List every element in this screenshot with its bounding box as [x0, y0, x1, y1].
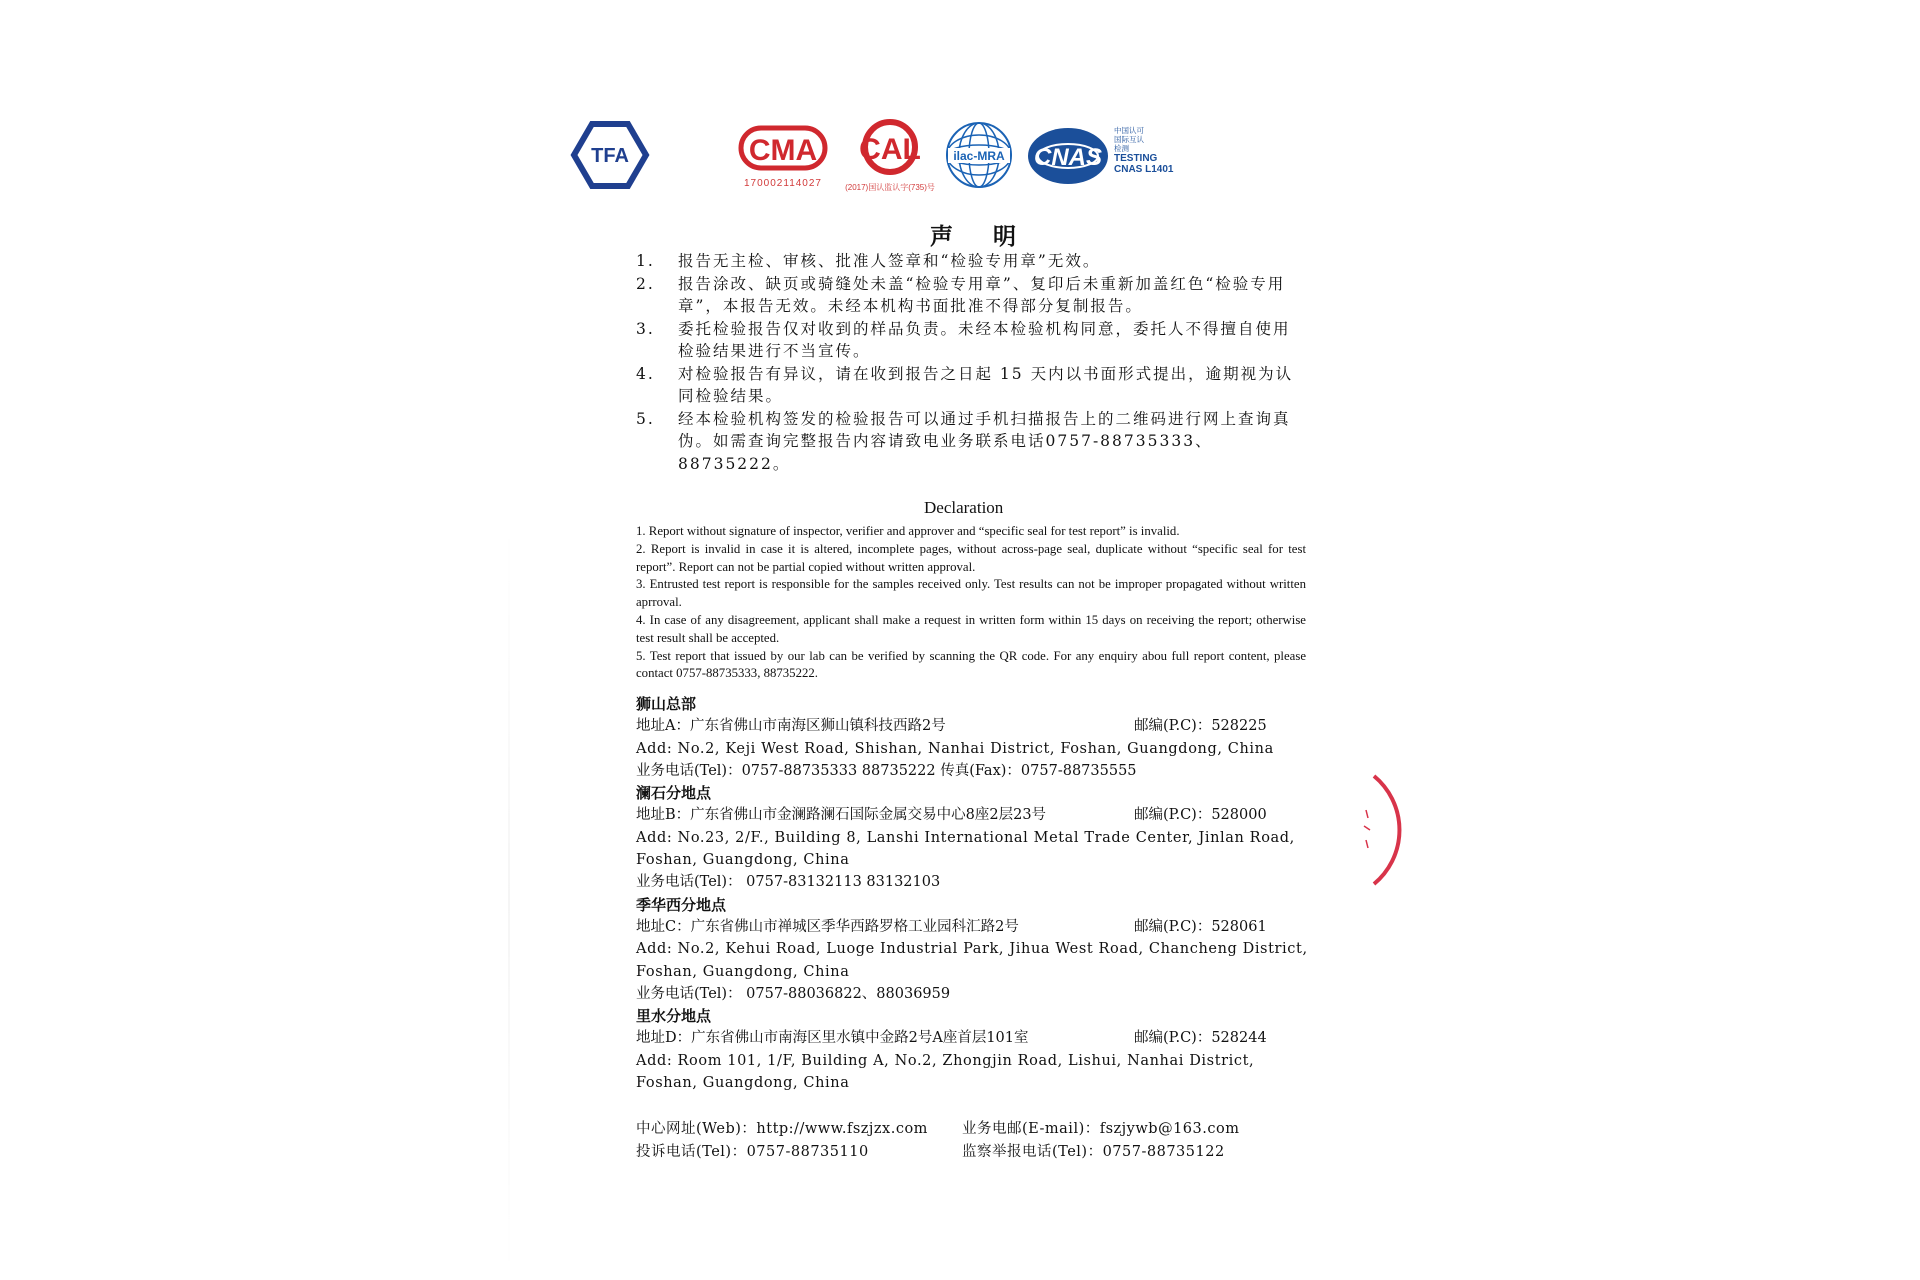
red-seal-fragment: [1352, 770, 1412, 890]
address-en: Add: Room 101, 1/F, Building A, No.2, Zhongjin Road, Lishui, Nanhai District, Foshan, Guangdong, China: [636, 1052, 1255, 1092]
cnas-caption: [1114, 126, 1194, 196]
cnas-cn-line3: 检测: [1114, 144, 1129, 153]
page-fold-shadow: [508, 520, 510, 1280]
address-cn: 地址D：广东省佛山市南海区里水镇中金路2号A座首层101室: [636, 1030, 1029, 1047]
address-en: Add: No.2, Keji West Road, Shishan, Nanhai District, Foshan, Guangdong, China: [636, 740, 1274, 757]
tfa-logo: [570, 120, 650, 190]
cnas-cn-line1: 中国认可: [1114, 126, 1144, 135]
en-declaration-item: 4. In case of any disagreement, applicant shall make a request in written form within 15 days on receiving the report; otherwise test result shall be accepted.: [636, 612, 1306, 645]
email: 业务电邮(E-mail)：fszjywb@163.com: [962, 1121, 1240, 1137]
cn-item-text: 报告涂改、缺页或骑缝处未盖“检验专用章”、复印后未重新加盖红色“检验专用章”，本报告无效。未经本机构书面批准不得部分复制报告。: [678, 274, 1286, 315]
cnas-logo: [1026, 126, 1110, 186]
cnas-code: CNAS L1401: [1114, 164, 1174, 175]
cma-logo: [738, 122, 828, 202]
postcode: 邮编(P.C)：528061: [1134, 918, 1267, 935]
cn-declaration-item: [636, 250, 1296, 273]
web-url: 中心网址(Web)：http://www.fszjzx.com: [636, 1121, 928, 1137]
address-cn-row: [636, 916, 1316, 938]
postcode: 邮编(P.C)：528225: [1134, 718, 1267, 735]
address-cn-row: [636, 804, 1316, 826]
cn-declaration-item: [636, 273, 1296, 318]
location-block-c: [636, 894, 1316, 1005]
cma-logo-text: CMA: [748, 134, 818, 167]
address-cn: 地址A：广东省佛山市南海区狮山镇科技西路2号: [636, 718, 946, 735]
tel: 业务电话(Tel)： 0757-83132113 83132103: [636, 874, 941, 891]
cn-declaration-item: [636, 318, 1296, 363]
address-en: Add: No.2, Kehui Road, Luoge Industrial Park, Jihua West Road, Chancheng District, Foshan, Guangdong, China: [636, 941, 1308, 980]
cn-item-text: 委托检验报告仅对收到的样品负责。未经本检验机构同意，委托人不得擅自使用检验结果进行不当宣传。: [678, 319, 1291, 360]
location-name: 狮山总部: [636, 695, 697, 713]
cnas-cn-line2: 国际互认: [1114, 135, 1144, 144]
location-name: 季华西分地点: [636, 895, 727, 914]
location-block-d: [636, 1005, 1316, 1094]
ilac-mra-logo: [944, 120, 1014, 190]
cn-item-number: 2.: [636, 274, 655, 293]
cn-item-text: 报告无主检、审核、批准人签章和“检验专用章”无效。: [678, 252, 1101, 270]
cal-number: (2017)国认监认字(735)号: [845, 183, 935, 192]
cn-declaration-item: [636, 408, 1296, 476]
location-block-b: [636, 782, 1316, 893]
ilac-mra-logo-text: ilac-MRA: [953, 149, 1005, 163]
address-cn-row: [636, 1027, 1316, 1049]
cal-logo: [845, 118, 935, 202]
cn-item-number: 3.: [636, 319, 655, 338]
cn-item-text: 经本检验机构签发的检验报告可以通过手机扫描报告上的二维码进行网上查询真伪。如需查询完整报告内容请致电业务联系电话0757-88735333、88735222。: [678, 409, 1291, 473]
supervision-tel: 监察举报电话(Tel)：0757-88735122: [962, 1143, 1225, 1160]
tfa-logo-text: TFA: [591, 145, 629, 167]
tel-fax: 业务电话(Tel)：0757-88735333 88735222 传真(Fax)：0757-88735555: [636, 762, 1137, 779]
complaint-tel: 投诉电话(Tel)：0757-88735110: [636, 1143, 869, 1160]
en-declaration-item: 5. Test report that issued by our lab can be verified by scanning the QR code. For any enquiry abou full report content, please contact 0757-88735333, 88735222.: [636, 648, 1306, 681]
cma-number: 170002114027: [744, 178, 822, 189]
accreditation-logos: [560, 112, 1200, 202]
postcode: 邮编(P.C)：528244: [1134, 1030, 1267, 1047]
location-name: 澜石分地点: [636, 784, 712, 803]
address-section: [636, 693, 1316, 1094]
en-declaration-title: Declaration: [924, 498, 1004, 517]
cal-logo-text: CAL: [859, 133, 921, 166]
contact-footer: [636, 1118, 1316, 1163]
tel: 业务电话(Tel)： 0757-88036822、88036959: [636, 985, 951, 1002]
footer-row-tel: [636, 1141, 1316, 1164]
footer-row-web: [636, 1118, 1316, 1141]
cn-item-number: 4.: [636, 364, 655, 383]
cn-item-number: 5.: [636, 409, 655, 428]
address-cn-row: [636, 715, 1316, 737]
address-en: Add: No.23, 2/F., Building 8, Lanshi International Metal Trade Center, Jinlan Road, Foshan, Guangdong, China: [636, 829, 1295, 869]
cn-item-number: 1.: [636, 252, 655, 270]
location-name: 里水分地点: [636, 1007, 712, 1026]
en-declaration-item: 2. Report is invalid in case it is altered, incomplete pages, without across-page seal, duplicate without “specific seal for test report”. Report can not be partial copied without written approval.: [636, 541, 1306, 574]
cn-declaration-item: [636, 363, 1296, 408]
postcode: 邮编(P.C)：528000: [1134, 807, 1267, 824]
address-cn: 地址B：广东省佛山市金澜路澜石国际金属交易中心8座2层23号: [636, 807, 1047, 824]
en-declaration-item: 1. Report without signature of inspector, verifier and approver and “specific seal for test report” is invalid.: [636, 524, 1180, 538]
en-declaration-item: 3. Entrusted test report is responsible for the samples received only. Test results can not be improper propagated without written aprroval.: [636, 577, 1306, 610]
cnas-logo-text: CNAS: [1033, 144, 1103, 171]
cnas-testing: TESTING: [1114, 153, 1158, 164]
address-cn: 地址C：广东省佛山市禅城区季华西路罗格工业园科汇路2号: [636, 918, 1019, 935]
cn-declaration-title: 声 明: [930, 223, 1033, 250]
cn-declaration-list: [636, 250, 1296, 475]
location-block-a: [636, 693, 1316, 782]
en-declaration-list: [636, 523, 1306, 683]
cn-item-text: 对检验报告有异议，请在收到报告之日起 15 天内以书面形式提出，逾期视为认同检验结果。: [678, 364, 1294, 405]
